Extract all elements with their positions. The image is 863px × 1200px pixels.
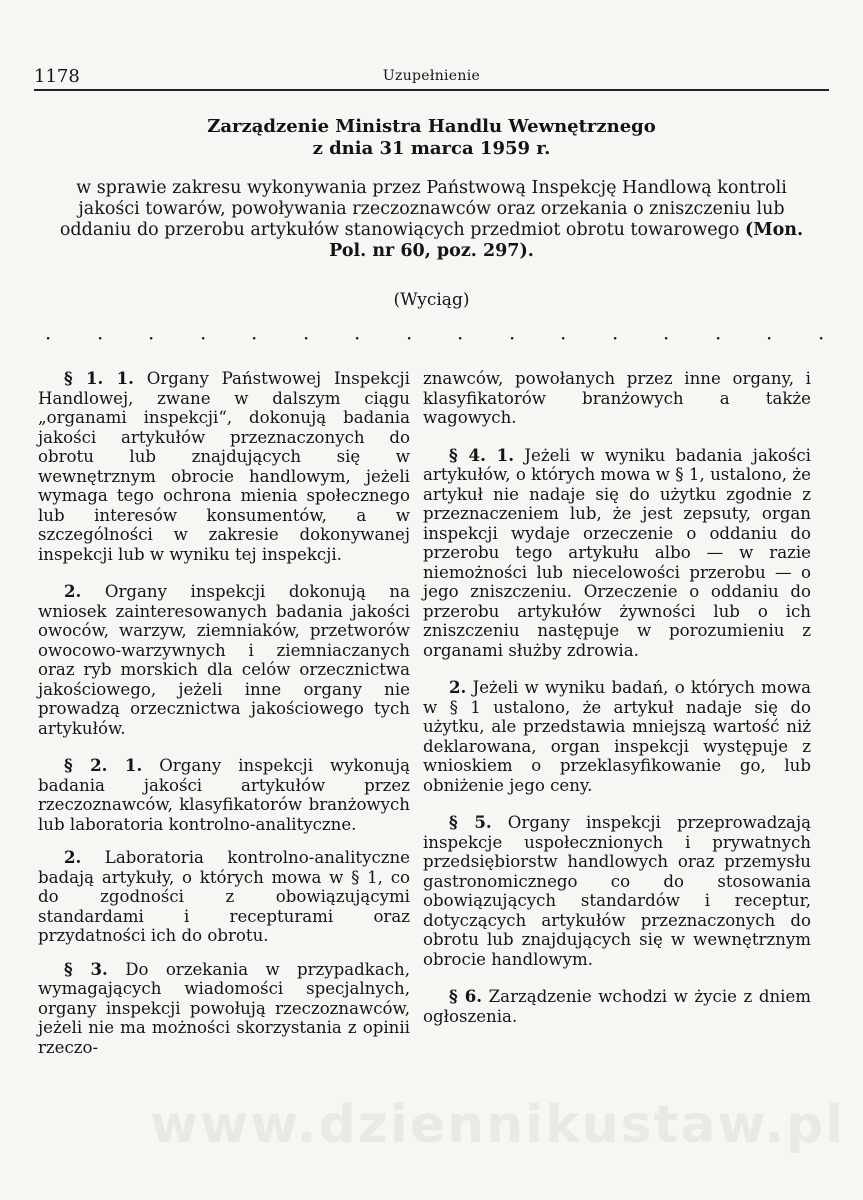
header-rule xyxy=(34,89,829,91)
paragraph xyxy=(423,446,811,661)
separator-dot: · xyxy=(818,326,825,350)
paragraph xyxy=(423,369,811,428)
paragraph-lead: 2. xyxy=(64,581,82,601)
separator-dot: · xyxy=(200,326,207,350)
page-header xyxy=(34,66,829,90)
paragraph xyxy=(423,987,811,1026)
separator-dot: · xyxy=(612,326,619,350)
paragraph-text: Laboratoria kontrolno-analityczne badają artykuły, o których mowa w § 1, co do zgodności z obowiązującymi standardami i recepturami oraz przydatności ich do obrotu. xyxy=(38,848,410,945)
separator-dot: · xyxy=(457,326,464,350)
paragraph-text: Organy inspekcji dokonują na wniosek zainteresowanych badania jakości owoców, warzyw, ziemniaków, przetworów owocowo-warzywnych i ziemniaczanych oraz ryb morskich dla celów orzecznictwa jakościowego, jeżeli inne organy nie prowadzą orzecznictwa jakościowego tych artykułów. xyxy=(38,582,411,738)
page-number: 1178 xyxy=(34,66,80,87)
paragraph-lead: § 5. xyxy=(449,812,492,832)
separator-dot: · xyxy=(560,326,567,350)
paragraph xyxy=(423,813,811,969)
paragraph-lead: § 6. xyxy=(449,986,483,1006)
separator-dot: · xyxy=(354,326,361,350)
paragraph-lead: § 3. xyxy=(64,958,108,979)
document-title xyxy=(40,116,823,160)
paragraph-text: Zarządzenie wchodzi w życie z dniem ogłoszenia. xyxy=(423,987,811,1026)
paragraph-lead: § 2. 1. xyxy=(64,755,143,775)
subject-citation: (Mon. Pol. nr 60, poz. 297). xyxy=(329,220,804,261)
watermark: www.dziennikustaw.pl xyxy=(150,1095,846,1155)
separator-dot: · xyxy=(303,326,310,350)
paragraph-lead: § 1. 1. xyxy=(64,368,134,388)
separator-dot: · xyxy=(148,326,155,350)
paragraph-text: Do orzekania w przypadkach, wymagających wiadomości specjalnych, organy inspekcji powołują rzeczoznawców, jeżeli nie ma możności skorzystania z opinii rzeczo- xyxy=(38,959,411,1057)
paragraph xyxy=(38,369,410,564)
separator-dot: · xyxy=(45,326,52,350)
separator-dot: · xyxy=(509,326,516,350)
separator-dot: · xyxy=(406,326,413,350)
title-line-1: Zarządzenie Ministra Handlu Wewnętrznego xyxy=(207,116,656,137)
paragraph xyxy=(423,678,811,795)
paragraph-text: Organy inspekcji przeprowadzają inspekcje uspołecznionych i prywatnych przedsiębiorstw handlowych oraz przemysłu gastronomicznego co do stosowania obowiązujących standardów i receptur, dotyczących artykułów przeznaczonych do obrotu lub znajdujących się w wewnętrznym obrocie handlowym. xyxy=(423,813,811,969)
paragraph-text: Jeżeli w wyniku badań, o których mowa w § 1 ustalono, że artykuł nadaje się do użytku, ale przedstawia mniejszą wartość niż deklarowana, organ inspekcji występuje z wnioskiem o przeklasyfikowanie go, lub obniżenie jego ceny. xyxy=(423,678,811,795)
separator-dot: · xyxy=(663,326,670,350)
separator-dot: · xyxy=(97,326,104,350)
paragraph-lead: § 4. 1. xyxy=(449,444,515,465)
paragraph-text: Organy Państwowej Inspekcji Handlowej, zwane w dalszym ciągu „organami inspekcji“, dokonują badania jakości artykułów przeznaczonych do obrotu lub znajdujących się w wewnętrznym obrocie handlowym, jeżeli wymaga tego ochrona mienia społecznego lub interesów konsumentów, a w szczególności w zakresie dokonywanej inspekcji lub w wyniku tej inspekcji. xyxy=(38,369,410,564)
separator-dot: · xyxy=(251,326,258,350)
separator-dot: · xyxy=(766,326,773,350)
dotted-separator xyxy=(45,326,825,350)
separator-dot: · xyxy=(715,326,722,350)
right-column xyxy=(423,369,811,1026)
document-subject xyxy=(56,178,807,262)
paragraph-text: znawców, powołanych przez inne organy, i klasyfikatorów branżowych a także wagowych. xyxy=(423,369,811,427)
paragraph xyxy=(38,848,410,946)
paragraph-text: Organy inspekcji wykonują badania jakości artykułów przez rzeczoznawców, klasyfikatorów branżowych lub laboratoria kontrolno-analityczne. xyxy=(38,756,410,834)
left-column xyxy=(38,369,410,1057)
paragraph-text: Jeżeli w wyniku badania jakości artykułów, o których mowa w § 1, ustalono, że artykuł nie nadaje się do użytku zgodnie z przeznaczeniem lub, że jest zepsuty, organ inspekcji wydaje orzeczenie o oddaniu do przerobu tego artykułu albo — w razie niemożności lub niecelowości przerobu — o jego zniszczeniu. Orzeczenie o oddaniu do przerobu artykułów żywności lub o ich zniszczeniu następuje w porozumieniu z organami służby zdrowia. xyxy=(423,445,811,660)
title-line-2: z dnia 31 marca 1959 r. xyxy=(312,138,551,159)
paragraph xyxy=(38,756,410,834)
subject-text: w sprawie zakresu wykonywania przez Państwową Inspekcję Handlową kontroli jakości towarów, powoływania rzeczoznawców oraz orzekania o zniszczeniu lub oddaniu do przerobu artykułów stanowiących przedmiot obrotu towarowego xyxy=(59,178,787,240)
paragraph xyxy=(38,582,410,738)
excerpt-label: (Wyciąg) xyxy=(393,290,470,310)
paragraph xyxy=(38,960,410,1058)
paragraph-lead: 2. xyxy=(449,677,467,697)
running-title: Uzupełnienie xyxy=(382,68,481,84)
paragraph-lead: 2. xyxy=(64,847,82,867)
